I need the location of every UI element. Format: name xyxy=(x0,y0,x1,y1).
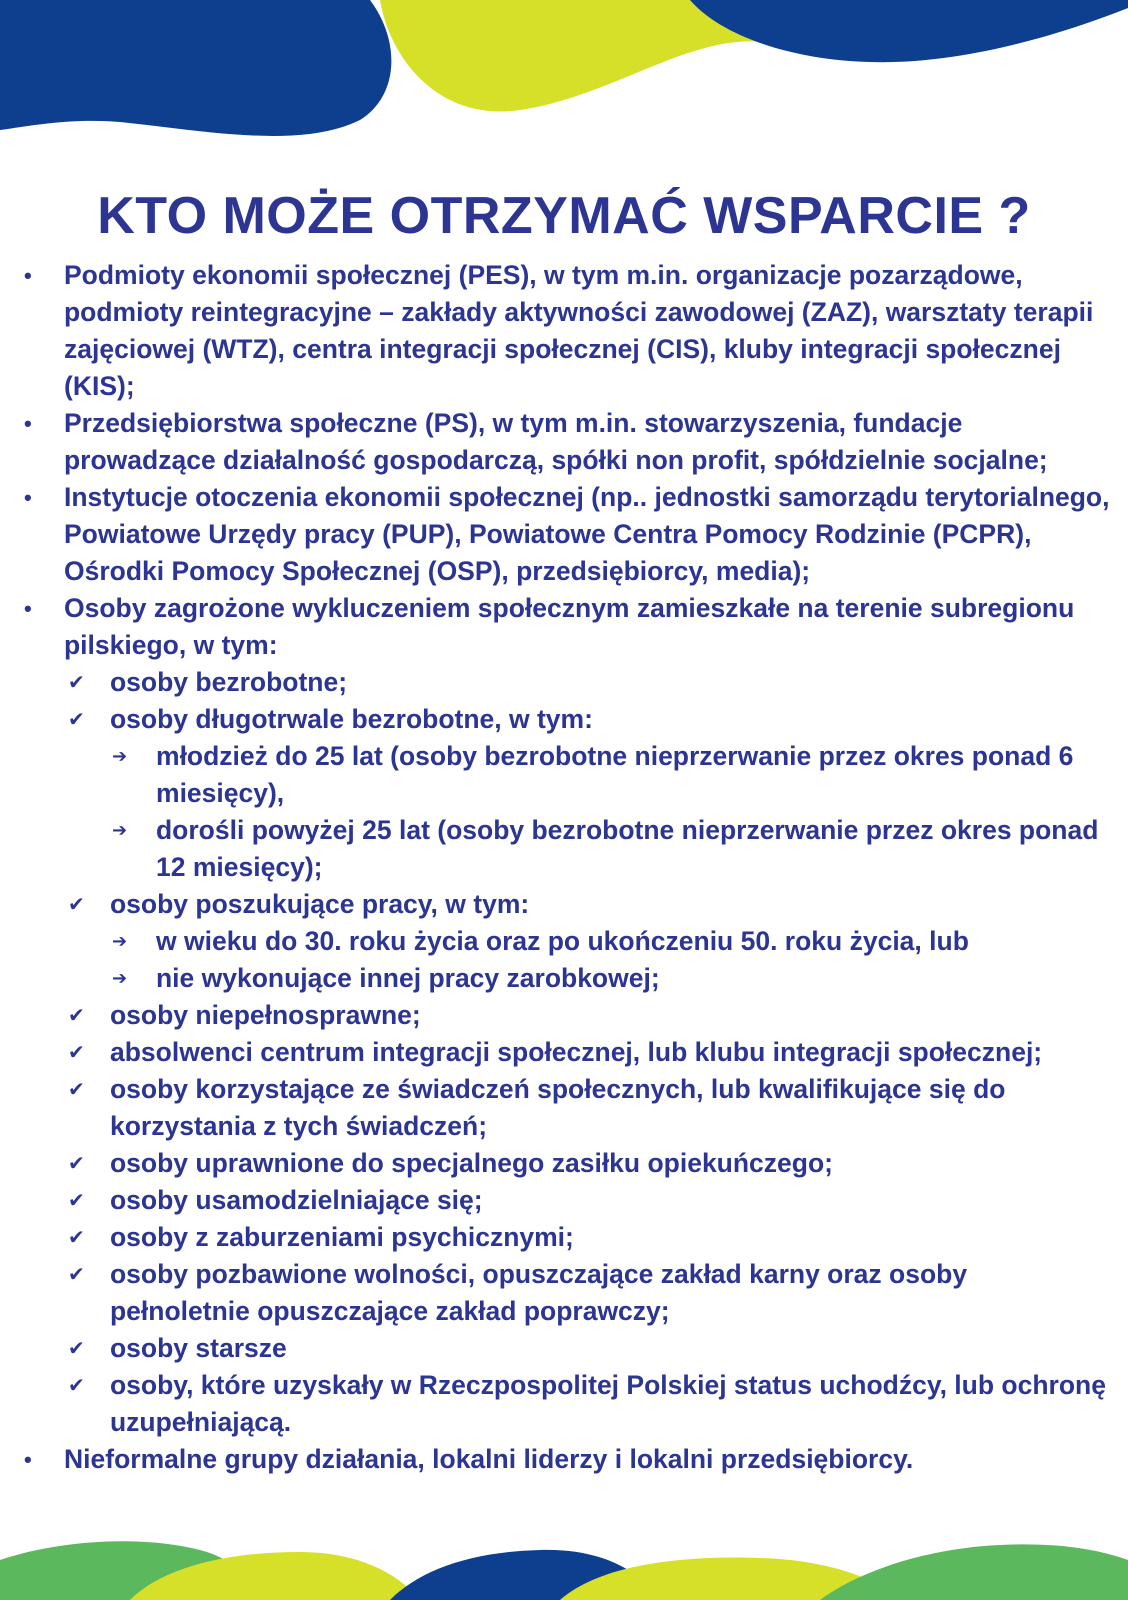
checkmark-icon: ✔ xyxy=(68,1079,85,1101)
sub-list-item: ✔ osoby, które uzyskały w Rzeczpospolitej Polskiej status uchodźcy, lub ochronę uzupełniającą. xyxy=(68,1370,1106,1437)
sub-list-item: ✔ osoby uprawnione do specjalnego zasiłku opiekuńczego; xyxy=(64,1145,1113,1182)
checkmark-icon: ✔ xyxy=(68,1264,85,1286)
checkmark-icon: ✔ xyxy=(68,709,85,731)
nested-list-item: ➔ młodzież do 25 lat (osoby bezrobotne nieprzerwanie przez okres ponad 6 miesięcy), xyxy=(110,738,1113,812)
arrow-icon: ➔ xyxy=(112,746,128,766)
green-blob-left xyxy=(0,1541,260,1600)
checkmark-icon: ✔ xyxy=(68,1005,85,1027)
checkmark-icon: ✔ xyxy=(68,894,85,916)
lime-blob xyxy=(340,0,1128,112)
bullet-icon: • xyxy=(24,411,32,436)
sub-list-item: ✔ osoby pozbawione wolności, opuszczające zakład karny oraz osoby pełnoletnie opuszczające zakład poprawczy; xyxy=(68,1259,968,1326)
list-item: • Osoby zagrożone wykluczeniem społecznym zamieszkałe na terenie subregionu pilskiego, w tym: ✔ osoby bezrobotne; ✔ osoby długotrwale bezrobotne, w tym: ➔ młodzież do 25 lat (osoby bezrobotne nieprzerwanie przez okres ponad 6 miesięcy), ➔ dorośli powyżej 25 lat (osoby bezrobotne nieprzerwanie przez okres ponad 12 miesięcy); ✔ osoby poszukujące pracy, w tym: ➔ w wieku do 30. roku życia oraz po ukończeniu 50. roku życia, lub ➔ nie wykonujące innej pracy zarobkowej; ✔ osoby niepełnosprawne; ✔ absolwenci centrum integracji społecznej, lub klubu integracji społecznej; ✔ osoby korzystające ze świadczeń społecznych, lub kwalifikujące się do korzystania z tych świadczeń; ✔ osoby uprawnione do specjalnego zasiłku opiekuńczego; ✔ osoby usamodzielniające się; ✔ osoby z zaburzeniami psychicznymi; ✔ osoby pozbawione wolności, opuszczające zakład karny oraz osoby pełnoletnie opuszczające zakład poprawczy; ✔ osoby starsze ✔ osoby, które uzyskały w Rzeczpospolitej Polskiej status uchodźcy, lub ochronę uzupełniającą. xyxy=(18,590,1113,1441)
sub-list-item: ✔ osoby usamodzielniające się; xyxy=(64,1182,1113,1219)
nested-list-item: ➔ w wieku do 30. roku życia oraz po ukończeniu 50. roku życia, lub xyxy=(110,923,1113,960)
lime-blob-left xyxy=(130,1552,420,1600)
dark-blue-blob-bottom xyxy=(390,1550,660,1600)
dark-blue-blob-right xyxy=(690,0,1128,62)
list-item: • Przedsiębiorstwa społeczne (PS), w tym m.in. stowarzyszenia, fundacje prowadzące działalność gospodarczą, spółki non profit, spółdzielnie socjalne; xyxy=(18,405,1113,479)
sub-list-item: ✔ absolwenci centrum integracji społecznej, lub klubu integracji społecznej; xyxy=(64,1034,1113,1071)
sub-list-item: ✔ osoby z zaburzeniami psychicznymi; xyxy=(64,1219,1113,1256)
list-item: • Nieformalne grupy działania, lokalni liderzy i lokalni przedsiębiorcy. xyxy=(18,1441,1113,1478)
nested-list-item: ➔ nie wykonujące innej pracy zarobkowej; xyxy=(110,960,1113,997)
sub-list-item: ✔ osoby starsze xyxy=(64,1330,1113,1367)
bottom-decoration xyxy=(0,1530,1128,1600)
sub-list-item: ✔ osoby długotrwale bezrobotne, w tym: ➔ młodzież do 25 lat (osoby bezrobotne nieprzerwanie przez okres ponad 6 miesięcy), ➔ dorośli powyżej 25 lat (osoby bezrobotne nieprzerwanie przez okres ponad 12 miesięcy); xyxy=(64,701,1113,886)
sub-list-item: ✔ osoby bezrobotne; xyxy=(64,664,1113,701)
eligibility-list xyxy=(18,257,1113,1478)
sub-list-item: ✔ osoby poszukujące pracy, w tym: ➔ w wieku do 30. roku życia oraz po ukończeniu 50. roku życia, lub ➔ nie wykonujące innej pracy zarobkowej; xyxy=(64,886,1113,997)
arrow-icon: ➔ xyxy=(112,931,128,951)
dark-blue-blob-left xyxy=(0,0,391,136)
checkmark-icon: ✔ xyxy=(68,1375,85,1397)
checkmark-icon: ✔ xyxy=(68,672,85,694)
lime-blob-right xyxy=(560,1557,900,1600)
bullet-icon: • xyxy=(24,596,32,621)
nested-list-item: ➔ dorośli powyżej 25 lat (osoby bezrobotne nieprzerwanie przez okres ponad 12 miesięcy); xyxy=(110,812,1113,886)
bullet-icon: • xyxy=(24,485,32,510)
bullet-icon: • xyxy=(24,1447,32,1472)
page-title: KTO MOŻE OTRZYMAĆ WSPARCIE ? xyxy=(97,187,1031,245)
list-item: • Podmioty ekonomii społecznej (PES), w tym m.in. organizacje pozarządowe, podmioty reintegracyjne – zakłady aktywności zawodowej (ZAZ), warsztaty terapii zajęciowej (WTZ), centra integracji społecznej (CIS), kluby integracji społecznej (KIS); xyxy=(18,257,1113,405)
arrow-icon: ➔ xyxy=(112,820,128,840)
checkmark-icon: ✔ xyxy=(68,1190,85,1212)
checkmark-icon: ✔ xyxy=(68,1227,85,1249)
list-item: • Instytucje otoczenia ekonomii społecznej (np.. jednostki samorządu terytorialnego, Powiatowe Urzędy pracy (PUP), Powiatowe Centra Pomocy Rodzinie (PCPR), Ośrodki Pomocy Społecznej (OSP), przedsiębiorcy, media); xyxy=(18,479,1113,590)
sub-list-item: ✔ osoby korzystające ze świadczeń społecznych, lub kwalifikujące się do korzystania z tych świadczeń; xyxy=(68,1074,1006,1141)
arrow-icon: ➔ xyxy=(112,968,128,988)
checkmark-icon: ✔ xyxy=(68,1042,85,1064)
sub-list-item: ✔ osoby niepełnosprawne; xyxy=(64,997,1113,1034)
checkmark-icon: ✔ xyxy=(68,1153,85,1175)
checkmark-icon: ✔ xyxy=(68,1338,85,1360)
green-blob-right xyxy=(820,1544,1128,1600)
top-decoration xyxy=(0,0,1128,140)
bullet-icon: • xyxy=(24,263,32,288)
